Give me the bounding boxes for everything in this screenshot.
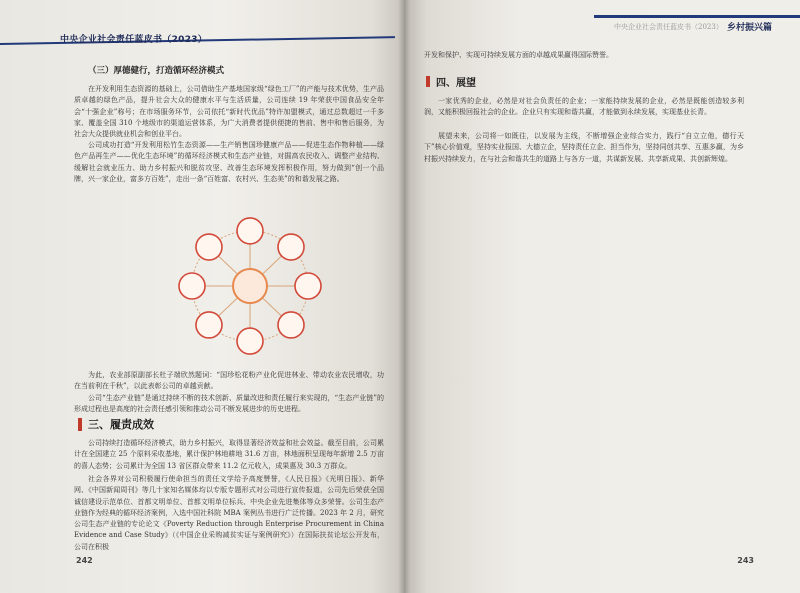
- paragraph: 在开发利用生态资源的基础上，公司借助生产基地国家级“绿色工厂”的产能与技术优势，生产品质卓越的绿色产品，提升社会大众的健康水平与生活质量，公司连续 19 年荣获中国食品安全年会“十强企业”称号；在市场服务环节，公司依托“新时代优品”特许加盟模式，通过总数超过一千多家、覆盖全国 310 个地级市的渠道运营体系，为广大消费者提供便捷的售前、售中和售后服务，为社会大众提供就业机会和创业平台。: [74, 85, 384, 139]
- diagram-node: [237, 218, 263, 244]
- paragraph: 公司“生态产业链”是通过持续不断的技术创新、质量改进和责任履行来实现的，“生态产业链”的形成过程也是高度的社会责任感引领和推动公司不断发展进步的历史进程。: [74, 394, 384, 414]
- paragraph: 一家优秀的企业，必然是对社会负责任的企业；一家能持续发展的企业，必然是既能创造较多利润，又能积极回报社会的企业。企业只有实现和谐共赢，才能做到永续发展，实现基业长青。: [424, 97, 744, 117]
- section-title: 四、展望: [436, 78, 476, 89]
- diagram-node: [278, 312, 304, 338]
- paragraph: 为此，农业部原副部长杜子端欣然题词：“国珍松花粉产业化促进林业、带动农业农民增收，功在当前利在千秋”，以此表彰公司的卓越贡献。: [74, 371, 384, 391]
- page-number: 243: [737, 556, 754, 565]
- page-number: 242: [76, 556, 93, 565]
- section-bar: [78, 418, 82, 431]
- diagram-node: [179, 273, 205, 299]
- section-heading: [78, 416, 154, 432]
- diagram-node: [278, 234, 304, 260]
- ecological-chain-diagram: [150, 208, 350, 363]
- paragraph: 社会各界对公司积极履行使命担当的责任文学给予高度赞誉，《人民日报》《光明日报》、新华网、《中国新闻周刊》等几十家知名媒体均以专版专题形式对公司进行宣传报道，公司先后荣获全国诚信建设示范单位、首都文明单位、首都文明单位标兵、中央企业先进集体等众多荣誉。公司生态产业链作为经典的循环经济案例，入选中国社科院 MBA 案例丛书进行广泛传播。2023 年 2 月，研究公司生态产业链的专论论文《Poverty Reduction through Enterprise Procurement in China Evidence and Case Study》（《中国企业采购减贫实证与案例研究》）在国际扶贫论坛公开发布，公司在积极: [74, 475, 384, 551]
- subsection-title: （三）厚德健行，打造循环经济模式: [88, 66, 225, 76]
- section-title: 三、履责成效: [88, 418, 154, 431]
- running-header-left: 中央企业社会责任蓝皮书（2023）: [60, 35, 208, 45]
- paragraph: 展望未来，公司将一如既往，以发展为主线，不断增强企业综合实力，践行“自立立他，德行天下”核心价值观，坚持实业报国、大德立企，坚持责任立企、担当作为，坚持同创共享、互惠多赢，为乡村振兴持续发力，在与社会和谐共生的道路上与各方一道，共谋新发展、共享新成果、共创新辉煌。: [424, 132, 744, 163]
- section-heading: [426, 74, 476, 89]
- diagram-node: [237, 328, 263, 354]
- paragraph: 公司成功打造“开发利用松竹生态资源——生产销售国珍健康产品——促进生态作物种植——绿色产品再生产——优化生态环境”的循环经济模式和生态产业链，对掘高农民收入、调整产业结构、缓解社会就业压力、助力乡村振兴和脱贫攻坚、改善生态环境发挥积极作用，努力做到“创一个品牌，兴一家企业，富多方百姓”，走出一条“百姓富、农村兴、生态美”的和谐发展之路。: [74, 141, 384, 183]
- book-gutter: [398, 0, 410, 593]
- paragraph: 公司持续打造循环经济模式，助力乡村振兴，取得显著经济效益和社会效益。截至目前，公司累计在全国建立 25 个原料采收基地，累计保护林地耕地 31.6 万亩，林地面积呈现每年新增 2.5 万亩的喜人态势；公司累计为全国 13 省区群众带来 11.2 亿元收入，成果惠及 30.3 万群众。: [74, 439, 384, 470]
- diagram-node: [196, 234, 222, 260]
- running-header-right: 乡村振兴篇: [726, 23, 772, 33]
- section-bar: [426, 76, 430, 87]
- diagram-node: [196, 312, 222, 338]
- running-header-ghost: 中央企业社会责任蓝皮书（2023）: [614, 23, 723, 31]
- header-rule: [594, 15, 800, 18]
- diagram-node: [295, 273, 321, 299]
- paragraph: 开发和保护、实现可持续发展方面的卓越成果赢得国际赞誉。: [424, 51, 613, 59]
- diagram-center-node: [233, 269, 267, 303]
- right-page: [404, 0, 800, 593]
